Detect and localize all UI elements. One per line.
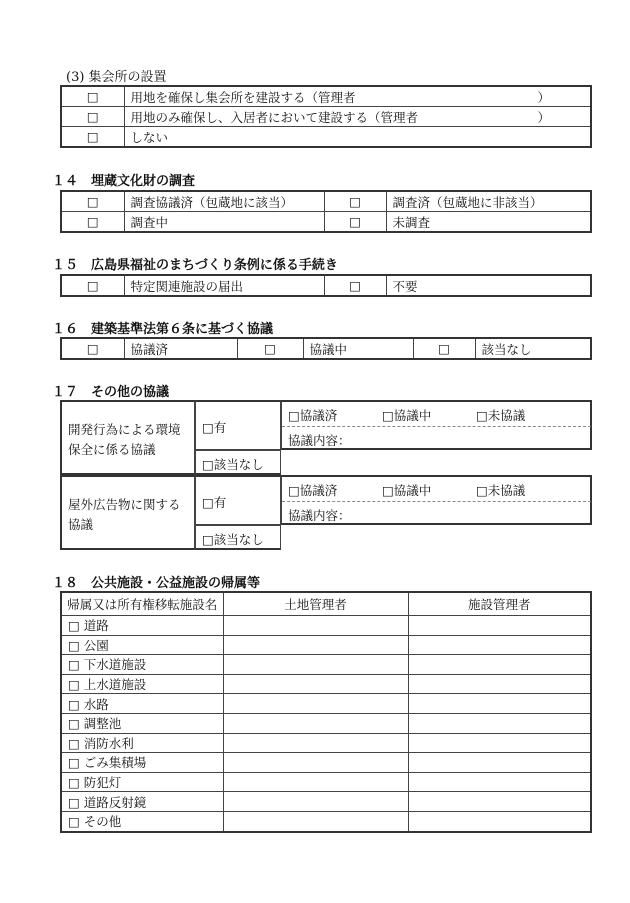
facility-manager-cell[interactable] [408,713,591,733]
welfare-ordinance-table [60,274,592,297]
facility-name[interactable]: □ 公園 [61,635,223,655]
not-applicable-checkbox[interactable]: □該当なし [202,457,264,472]
checkbox[interactable]: □ [61,212,124,233]
checkbox[interactable]: □ [61,275,124,296]
dashed-divider [282,426,591,427]
option-label: 特定関連施設の届出 [124,275,324,296]
facility-manager-cell[interactable] [408,792,591,812]
table-row [61,127,591,148]
option-label: 用地を確保し集会所を建設する（管理者 [130,89,356,105]
land-manager-cell[interactable] [223,753,408,773]
facility-name[interactable]: □ 上水道施設 [61,674,223,694]
table-row [61,616,591,636]
dashed-divider [282,501,591,502]
option-label: 該当なし [475,338,591,359]
option-label: 協議中 [303,338,413,359]
checkbox[interactable]: □ [61,338,124,359]
consultation-block-outdoor-ads [60,475,592,550]
land-manager-cell[interactable] [223,792,408,812]
land-manager-cell[interactable] [223,772,408,792]
table-row [61,212,591,233]
facility-manager-cell[interactable] [408,753,591,773]
facility-name[interactable]: □ 道路反射鏡 [61,792,223,812]
archaeology-table [60,190,592,233]
land-manager-cell[interactable] [223,733,408,753]
in-consultation-checkbox[interactable]: □協議中 [382,483,432,498]
section-15-title: １５ 広島県福祉のまちづくり条例に係る手続き [52,258,338,273]
consulted-checkbox[interactable]: □協議済 [288,483,338,498]
facility-manager-cell[interactable] [408,674,591,694]
table-row [61,86,591,107]
table-row [61,753,591,773]
checkbox[interactable]: □ [324,191,386,212]
land-manager-cell[interactable] [223,655,408,675]
option-label: 用地のみ確保し、入居者において建設する（管理者 [130,109,419,125]
checkbox[interactable]: □ [61,191,124,212]
checkbox[interactable]: □ [413,338,475,359]
checkbox[interactable]: □ [324,275,386,296]
facility-manager-cell[interactable] [408,694,591,714]
facility-name[interactable]: □ 道路 [61,616,223,636]
table-row [61,635,591,655]
yes-checkbox[interactable]: □有 [202,420,227,435]
table-row [61,191,591,212]
public-facilities-table [60,591,592,833]
facility-name[interactable]: □ 水路 [61,694,223,714]
table-row [61,107,591,127]
table-row [61,674,591,694]
consultation-label-line1: 屋外広告物に関する [68,497,181,512]
table-header-row [61,592,591,616]
consultation-label-line2: 協議 [68,517,94,532]
table-row [61,772,591,792]
table-row [61,811,591,831]
section-14-title: １４ 埋蔵文化財の調査 [52,174,196,189]
facility-name[interactable]: □ 下水道施設 [61,655,223,675]
option-label: 協議済 [124,338,237,359]
section-3-title: (3) 集会所の設置 [66,70,167,85]
assembly-hall-table [60,85,592,148]
facility-name[interactable]: □ ごみ集積場 [61,753,223,773]
land-manager-cell[interactable] [223,694,408,714]
facility-manager-cell[interactable] [408,616,591,636]
column-header-land-manager: 土地管理者 [223,592,408,616]
facility-name[interactable]: □ 調整池 [61,713,223,733]
option-label: 調査協議済（包蔵地に該当） [124,191,324,212]
consultation-block-environment [60,400,592,475]
facility-manager-cell[interactable] [408,733,591,753]
column-header-facility-manager: 施設管理者 [408,592,591,616]
facility-name[interactable]: □ 消防水利 [61,733,223,753]
consulted-checkbox[interactable]: □協議済 [288,408,338,423]
section-16-title: １６ 建築基準法第６条に基づく協議 [52,322,274,337]
consultation-label-line1: 開発行為による環境 [68,422,181,437]
consultation-label-line2: 保全に係る協議 [68,442,156,457]
table-row [61,655,591,675]
checkbox[interactable]: □ [61,107,124,127]
checkbox[interactable]: □ [237,338,303,359]
land-manager-cell[interactable] [223,674,408,694]
not-consulted-checkbox[interactable]: □未協議 [476,483,526,498]
table-row [61,792,591,812]
building-standards-table [60,337,592,360]
land-manager-cell[interactable] [223,811,408,831]
table-row [61,338,591,359]
land-manager-cell[interactable] [223,635,408,655]
land-manager-cell[interactable] [223,713,408,733]
facility-manager-cell[interactable] [408,772,591,792]
option-label: 未調査 [386,212,591,233]
checkbox[interactable]: □ [61,86,124,107]
section-18-title: １８ 公共施設・公益施設の帰属等 [52,576,261,591]
table-row [61,694,591,714]
option-label: 調査中 [124,212,324,233]
not-applicable-checkbox[interactable]: □該当なし [202,532,264,547]
close-paren: ） [537,89,550,105]
facility-name[interactable]: □ 防犯灯 [61,772,223,792]
section-17-title: １７ その他の協議 [52,385,170,400]
option-label: しない [124,127,591,148]
yes-checkbox[interactable]: □有 [202,495,227,510]
consultation-content-label: 協議内容： [288,433,351,448]
close-paren: ） [537,109,550,125]
facility-manager-cell[interactable] [408,811,591,831]
table-row [61,733,591,753]
checkbox[interactable]: □ [324,212,386,233]
facility-name[interactable]: □ その他 [61,811,223,831]
column-header-facility: 帰属又は所有権移転施設名 [61,592,223,616]
land-manager-cell[interactable] [223,616,408,636]
facility-manager-cell[interactable] [408,655,591,675]
option-label: 不要 [386,275,591,296]
table-row [61,275,591,296]
option-label: 調査済（包蔵地に非該当） [386,191,591,212]
not-consulted-checkbox[interactable]: □未協議 [476,408,526,423]
table-row [61,713,591,733]
in-consultation-checkbox[interactable]: □協議中 [382,408,432,423]
consultation-content-label: 協議内容： [288,508,351,523]
facility-manager-cell[interactable] [408,635,591,655]
checkbox[interactable]: □ [61,127,124,148]
